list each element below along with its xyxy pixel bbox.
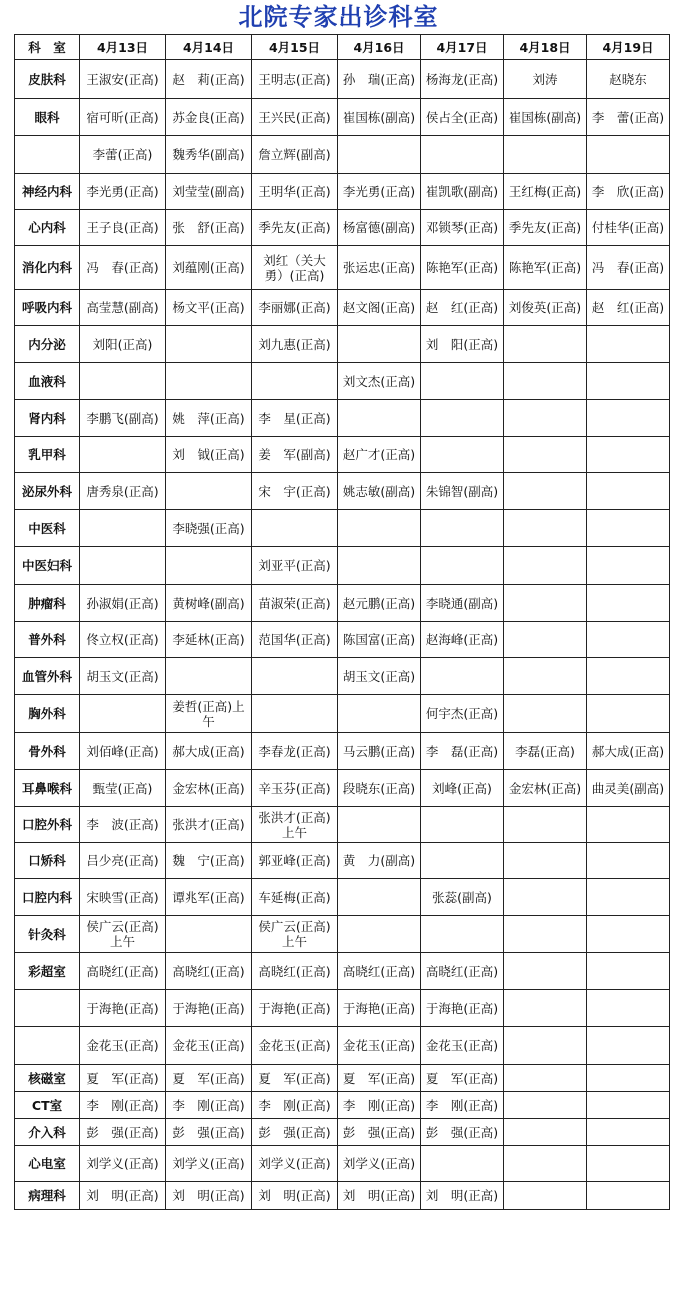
- department-cell: 皮肤科: [15, 60, 80, 99]
- doctor-cell: 李 星(正高): [252, 400, 338, 437]
- department-cell: 口腔外科: [15, 807, 80, 843]
- doctor-cell: 李 刚(正高): [338, 1092, 421, 1119]
- doctor-cell: 刘学义(正高): [166, 1146, 252, 1182]
- doctor-cell: 金花玉(正高): [252, 1027, 338, 1065]
- doctor-cell: 刘 明(正高): [421, 1182, 504, 1210]
- doctor-cell: 姜哲(正高)上午: [166, 695, 252, 733]
- doctor-cell: [587, 585, 670, 622]
- doctor-cell: 刘文杰(正高): [338, 363, 421, 400]
- doctor-cell: 李 磊(正高): [421, 733, 504, 770]
- department-cell: 神经内科: [15, 174, 80, 210]
- doctor-cell: 张蕊(副高): [421, 879, 504, 916]
- doctor-cell: 郝大成(正高): [166, 733, 252, 770]
- doctor-cell: [587, 622, 670, 658]
- department-cell: 普外科: [15, 622, 80, 658]
- doctor-cell: 侯广云(正高)上午: [80, 916, 166, 953]
- doctor-cell: [587, 990, 670, 1027]
- doctor-cell: 何宇杰(正高): [421, 695, 504, 733]
- doctor-cell: 夏 军(正高): [166, 1065, 252, 1092]
- doctor-cell: [504, 326, 587, 363]
- doctor-cell: [421, 400, 504, 437]
- doctor-cell: [587, 437, 670, 473]
- doctor-cell: 夏 军(正高): [421, 1065, 504, 1092]
- doctor-cell: [338, 547, 421, 585]
- doctor-cell: 高晓红(正高): [421, 953, 504, 990]
- doctor-cell: [587, 695, 670, 733]
- doctor-cell: 王明华(正高): [252, 174, 338, 210]
- doctor-cell: 胡玉文(正高): [338, 658, 421, 695]
- doctor-cell: 刘 阳(正高): [421, 326, 504, 363]
- doctor-cell: 魏秀华(副高): [166, 136, 252, 174]
- doctor-cell: [166, 547, 252, 585]
- table-row: [15, 770, 670, 807]
- table-row: [15, 547, 670, 585]
- doctor-cell: 刘学义(正高): [338, 1146, 421, 1182]
- doctor-cell: [252, 363, 338, 400]
- doctor-cell: [421, 658, 504, 695]
- doctor-cell: 夏 军(正高): [252, 1065, 338, 1092]
- doctor-cell: 甄莹(正高): [80, 770, 166, 807]
- doctor-cell: 张 舒(正高): [166, 210, 252, 246]
- table-row: [15, 246, 670, 290]
- table-row: [15, 585, 670, 622]
- doctor-cell: 陈国富(正高): [338, 622, 421, 658]
- doctor-cell: [504, 807, 587, 843]
- department-cell: 胸外科: [15, 695, 80, 733]
- doctor-cell: [587, 400, 670, 437]
- doctor-cell: [338, 136, 421, 174]
- doctor-cell: 唐秀泉(正高): [80, 473, 166, 510]
- doctor-cell: [587, 473, 670, 510]
- doctor-cell: 李 蕾(正高): [587, 99, 670, 136]
- doctor-cell: 季先友(正高): [252, 210, 338, 246]
- doctor-cell: 邓锁琴(正高): [421, 210, 504, 246]
- table-row: [15, 807, 670, 843]
- doctor-cell: [504, 437, 587, 473]
- doctor-cell: 刘 钺(正高): [166, 437, 252, 473]
- doctor-cell: [80, 510, 166, 547]
- department-cell: [15, 1027, 80, 1065]
- doctor-cell: 刘佰峰(正高): [80, 733, 166, 770]
- doctor-cell: 刘学义(正高): [252, 1146, 338, 1182]
- doctor-cell: 李 刚(正高): [166, 1092, 252, 1119]
- doctor-cell: 刘俊英(正高): [504, 290, 587, 326]
- doctor-cell: [504, 843, 587, 879]
- table-row: [15, 363, 670, 400]
- doctor-cell: [587, 326, 670, 363]
- doctor-cell: 赵文阁(正高): [338, 290, 421, 326]
- doctor-cell: [504, 916, 587, 953]
- department-cell: 口矫科: [15, 843, 80, 879]
- doctor-cell: 车延梅(正高): [252, 879, 338, 916]
- doctor-cell: 彭 强(正高): [166, 1119, 252, 1146]
- department-cell: [15, 990, 80, 1027]
- department-cell: 肿瘤科: [15, 585, 80, 622]
- doctor-cell: [166, 363, 252, 400]
- doctor-cell: 高莹慧(副高): [80, 290, 166, 326]
- doctor-cell: [421, 916, 504, 953]
- department-cell: 眼科: [15, 99, 80, 136]
- doctor-cell: 刘九惠(正高): [252, 326, 338, 363]
- doctor-cell: 夏 军(正高): [338, 1065, 421, 1092]
- doctor-cell: 高晓红(正高): [338, 953, 421, 990]
- doctor-cell: 崔国栋(副高): [504, 99, 587, 136]
- doctor-cell: [587, 916, 670, 953]
- doctor-cell: [504, 658, 587, 695]
- department-cell: 肾内科: [15, 400, 80, 437]
- doctor-cell: [504, 1065, 587, 1092]
- table-row: [15, 400, 670, 437]
- doctor-cell: 王兴民(正高): [252, 99, 338, 136]
- doctor-cell: 冯 春(正高): [80, 246, 166, 290]
- department-cell: 血液科: [15, 363, 80, 400]
- doctor-cell: [587, 363, 670, 400]
- table-row: [15, 136, 670, 174]
- doctor-cell: 王子良(正高): [80, 210, 166, 246]
- department-cell: 口腔内科: [15, 879, 80, 916]
- doctor-cell: 赵元鹏(正高): [338, 585, 421, 622]
- doctor-cell: 张洪才(正高)上午: [252, 807, 338, 843]
- doctor-cell: [338, 807, 421, 843]
- doctor-cell: [504, 953, 587, 990]
- doctor-cell: 吕少亮(正高): [80, 843, 166, 879]
- doctor-cell: [504, 585, 587, 622]
- doctor-cell: 赵晓东: [587, 60, 670, 99]
- table-row: [15, 174, 670, 210]
- doctor-cell: 金宏林(正高): [504, 770, 587, 807]
- table-row: [15, 60, 670, 99]
- doctor-cell: [252, 658, 338, 695]
- doctor-cell: [166, 916, 252, 953]
- doctor-cell: [504, 400, 587, 437]
- header-row: [15, 35, 670, 60]
- doctor-cell: 刘阳(正高): [80, 326, 166, 363]
- doctor-cell: [421, 510, 504, 547]
- doctor-cell: 李晓强(正高): [166, 510, 252, 547]
- doctor-cell: 李光勇(正高): [80, 174, 166, 210]
- doctor-cell: [80, 695, 166, 733]
- doctor-cell: [338, 510, 421, 547]
- doctor-cell: [421, 136, 504, 174]
- doctor-cell: 孙 瑞(正高): [338, 60, 421, 99]
- doctor-cell: [587, 1182, 670, 1210]
- department-cell: 中医科: [15, 510, 80, 547]
- doctor-cell: [504, 510, 587, 547]
- doctor-cell: [504, 363, 587, 400]
- doctor-cell: [338, 400, 421, 437]
- department-cell: 泌尿外科: [15, 473, 80, 510]
- doctor-cell: 陈艳军(正高): [421, 246, 504, 290]
- department-cell: 内分泌: [15, 326, 80, 363]
- doctor-cell: [587, 1027, 670, 1065]
- doctor-cell: 金花玉(正高): [80, 1027, 166, 1065]
- doctor-cell: 金花玉(正高): [166, 1027, 252, 1065]
- table-row: [15, 658, 670, 695]
- doctor-cell: 李春龙(正高): [252, 733, 338, 770]
- doctor-cell: 宋映雪(正高): [80, 879, 166, 916]
- doctor-cell: [504, 1027, 587, 1065]
- doctor-cell: 苗淑荣(正高): [252, 585, 338, 622]
- doctor-cell: 杨文平(正高): [166, 290, 252, 326]
- doctor-cell: [587, 510, 670, 547]
- doctor-cell: [504, 695, 587, 733]
- doctor-cell: 张运忠(正高): [338, 246, 421, 290]
- doctor-cell: [504, 879, 587, 916]
- doctor-cell: 高晓红(正高): [80, 953, 166, 990]
- doctor-cell: [504, 547, 587, 585]
- doctor-cell: 段晓东(正高): [338, 770, 421, 807]
- table-row: [15, 1092, 670, 1119]
- page-title: 北院专家出诊科室: [238, 3, 439, 31]
- table-row: [15, 622, 670, 658]
- doctor-cell: [421, 1146, 504, 1182]
- doctor-cell: [166, 658, 252, 695]
- doctor-cell: 赵 红(正高): [421, 290, 504, 326]
- header-department: 科 室: [15, 35, 80, 60]
- doctor-cell: [166, 326, 252, 363]
- doctor-cell: 金花玉(正高): [421, 1027, 504, 1065]
- doctor-cell: [338, 916, 421, 953]
- doctor-cell: 李 欣(正高): [587, 174, 670, 210]
- table-row: [15, 1119, 670, 1146]
- doctor-cell: 詹立辉(副高): [252, 136, 338, 174]
- doctor-cell: [587, 843, 670, 879]
- doctor-cell: [587, 547, 670, 585]
- department-cell: 病理科: [15, 1182, 80, 1210]
- doctor-cell: 刘 明(正高): [338, 1182, 421, 1210]
- doctor-cell: 刘蕴刚(正高): [166, 246, 252, 290]
- doctor-cell: [421, 547, 504, 585]
- department-cell: 消化内科: [15, 246, 80, 290]
- doctor-cell: 李 刚(正高): [421, 1092, 504, 1119]
- header-date: 4月16日: [338, 35, 421, 60]
- doctor-cell: [504, 136, 587, 174]
- department-cell: 彩超室: [15, 953, 80, 990]
- doctor-cell: 刘 明(正高): [166, 1182, 252, 1210]
- doctor-cell: 范国华(正高): [252, 622, 338, 658]
- doctor-cell: 郭亚峰(正高): [252, 843, 338, 879]
- doctor-cell: [80, 363, 166, 400]
- doctor-cell: 高晓红(正高): [252, 953, 338, 990]
- doctor-cell: 崔国栋(副高): [338, 99, 421, 136]
- table-row: [15, 290, 670, 326]
- department-cell: 骨外科: [15, 733, 80, 770]
- header-date: 4月17日: [421, 35, 504, 60]
- doctor-cell: 赵 红(正高): [587, 290, 670, 326]
- table-row: [15, 953, 670, 990]
- doctor-cell: [504, 1146, 587, 1182]
- doctor-cell: 于海艳(正高): [421, 990, 504, 1027]
- table-row: [15, 473, 670, 510]
- doctor-cell: 宿可昕(正高): [80, 99, 166, 136]
- table-row: [15, 1146, 670, 1182]
- doctor-cell: 李 波(正高): [80, 807, 166, 843]
- doctor-cell: [421, 843, 504, 879]
- department-cell: [15, 136, 80, 174]
- table-row: [15, 510, 670, 547]
- doctor-cell: 冯 春(正高): [587, 246, 670, 290]
- doctor-cell: 彭 强(正高): [80, 1119, 166, 1146]
- doctor-cell: [504, 1182, 587, 1210]
- department-cell: 血管外科: [15, 658, 80, 695]
- doctor-cell: 辛玉芬(正高): [252, 770, 338, 807]
- doctor-cell: 赵广才(正高): [338, 437, 421, 473]
- doctor-cell: [504, 990, 587, 1027]
- doctor-cell: [587, 1146, 670, 1182]
- doctor-cell: 张洪才(正高): [166, 807, 252, 843]
- table-row: [15, 916, 670, 953]
- doctor-cell: 朱锦智(副高): [421, 473, 504, 510]
- doctor-cell: [421, 437, 504, 473]
- doctor-cell: 曲灵美(副高): [587, 770, 670, 807]
- doctor-cell: [587, 953, 670, 990]
- doctor-cell: 姚志敏(副高): [338, 473, 421, 510]
- doctor-cell: 金花玉(正高): [338, 1027, 421, 1065]
- doctor-cell: 郝大成(正高): [587, 733, 670, 770]
- header-date: 4月13日: [80, 35, 166, 60]
- table-row: [15, 990, 670, 1027]
- doctor-cell: [587, 1065, 670, 1092]
- doctor-cell: 季先友(正高): [504, 210, 587, 246]
- department-cell: 乳甲科: [15, 437, 80, 473]
- table-row: [15, 879, 670, 916]
- table-row: [15, 1065, 670, 1092]
- doctor-cell: 付桂华(正高): [587, 210, 670, 246]
- doctor-cell: 孙淑娟(正高): [80, 585, 166, 622]
- doctor-cell: 夏 军(正高): [80, 1065, 166, 1092]
- doctor-cell: 陈艳军(正高): [504, 246, 587, 290]
- doctor-cell: 李鹏飞(副高): [80, 400, 166, 437]
- doctor-cell: 李磊(正高): [504, 733, 587, 770]
- doctor-cell: 胡玉文(正高): [80, 658, 166, 695]
- doctor-cell: [587, 658, 670, 695]
- doctor-cell: 侯广云(正高)上午: [252, 916, 338, 953]
- doctor-cell: 高晓红(正高): [166, 953, 252, 990]
- doctor-cell: 刘学义(正高): [80, 1146, 166, 1182]
- department-cell: 针灸科: [15, 916, 80, 953]
- doctor-cell: [587, 879, 670, 916]
- doctor-cell: 刘 明(正高): [80, 1182, 166, 1210]
- doctor-cell: 崔凯歌(副高): [421, 174, 504, 210]
- doctor-cell: 于海艳(正高): [338, 990, 421, 1027]
- doctor-cell: 王淑安(正高): [80, 60, 166, 99]
- doctor-cell: 刘亚平(正高): [252, 547, 338, 585]
- doctor-cell: 金宏林(正高): [166, 770, 252, 807]
- table-row: [15, 326, 670, 363]
- header-date: 4月14日: [166, 35, 252, 60]
- department-cell: 耳鼻喉科: [15, 770, 80, 807]
- doctor-cell: 魏 宁(正高): [166, 843, 252, 879]
- doctor-cell: [587, 136, 670, 174]
- doctor-cell: [587, 1092, 670, 1119]
- department-cell: 心电室: [15, 1146, 80, 1182]
- doctor-cell: [166, 473, 252, 510]
- table-row: [15, 210, 670, 246]
- department-cell: 心内科: [15, 210, 80, 246]
- department-cell: 呼吸内科: [15, 290, 80, 326]
- header-date: 4月15日: [252, 35, 338, 60]
- table-row: [15, 733, 670, 770]
- doctor-cell: 于海艳(正高): [252, 990, 338, 1027]
- department-cell: 核磁室: [15, 1065, 80, 1092]
- doctor-cell: 李光勇(正高): [338, 174, 421, 210]
- doctor-cell: 苏金良(正高): [166, 99, 252, 136]
- doctor-cell: 李蕾(正高): [80, 136, 166, 174]
- doctor-cell: 姚 萍(正高): [166, 400, 252, 437]
- doctor-cell: 佟立权(正高): [80, 622, 166, 658]
- doctor-cell: [504, 622, 587, 658]
- department-cell: CT室: [15, 1092, 80, 1119]
- doctor-cell: 刘 明(正高): [252, 1182, 338, 1210]
- doctor-cell: 彭 强(正高): [338, 1119, 421, 1146]
- doctor-cell: [252, 695, 338, 733]
- doctor-cell: 李 刚(正高): [252, 1092, 338, 1119]
- doctor-cell: 杨海龙(正高): [421, 60, 504, 99]
- doctor-cell: 杨富德(副高): [338, 210, 421, 246]
- doctor-cell: 赵海峰(正高): [421, 622, 504, 658]
- doctor-cell: [338, 695, 421, 733]
- schedule-table: [14, 34, 670, 1210]
- doctor-cell: 马云鹏(正高): [338, 733, 421, 770]
- doctor-cell: 于海艳(正高): [80, 990, 166, 1027]
- doctor-cell: [421, 807, 504, 843]
- doctor-cell: 姜 军(副高): [252, 437, 338, 473]
- table-row: [15, 1027, 670, 1065]
- doctor-cell: 李 刚(正高): [80, 1092, 166, 1119]
- doctor-cell: 彭 强(正高): [252, 1119, 338, 1146]
- table-row: [15, 695, 670, 733]
- doctor-cell: [587, 807, 670, 843]
- doctor-cell: 刘莹莹(副高): [166, 174, 252, 210]
- doctor-cell: 刘峰(正高): [421, 770, 504, 807]
- header-date: 4月18日: [504, 35, 587, 60]
- table-row: [15, 99, 670, 136]
- doctor-cell: 赵 莉(正高): [166, 60, 252, 99]
- doctor-cell: 黄 力(副高): [338, 843, 421, 879]
- doctor-cell: [504, 1119, 587, 1146]
- doctor-cell: [421, 363, 504, 400]
- doctor-cell: [587, 1119, 670, 1146]
- table-row: [15, 437, 670, 473]
- doctor-cell: [504, 1092, 587, 1119]
- doctor-cell: 谭兆军(正高): [166, 879, 252, 916]
- table-row: [15, 843, 670, 879]
- doctor-cell: 王明志(正高): [252, 60, 338, 99]
- doctor-cell: [80, 437, 166, 473]
- header-date: 4月19日: [587, 35, 670, 60]
- doctor-cell: [80, 547, 166, 585]
- doctor-cell: 李延林(正高): [166, 622, 252, 658]
- doctor-cell: 黄树峰(副高): [166, 585, 252, 622]
- doctor-cell: [504, 473, 587, 510]
- doctor-cell: 刘红（关大勇）(正高): [252, 246, 338, 290]
- doctor-cell: [338, 879, 421, 916]
- doctor-cell: [338, 326, 421, 363]
- doctor-cell: 侯占全(正高): [421, 99, 504, 136]
- doctor-cell: [252, 510, 338, 547]
- doctor-cell: 彭 强(正高): [421, 1119, 504, 1146]
- doctor-cell: 李晓通(副高): [421, 585, 504, 622]
- department-cell: 中医妇科: [15, 547, 80, 585]
- table-row: [15, 1182, 670, 1210]
- doctor-cell: 于海艳(正高): [166, 990, 252, 1027]
- department-cell: 介入科: [15, 1119, 80, 1146]
- doctor-cell: 李丽娜(正高): [252, 290, 338, 326]
- doctor-cell: 宋 宇(正高): [252, 473, 338, 510]
- doctor-cell: 王红梅(正高): [504, 174, 587, 210]
- doctor-cell: 刘涛: [504, 60, 587, 99]
